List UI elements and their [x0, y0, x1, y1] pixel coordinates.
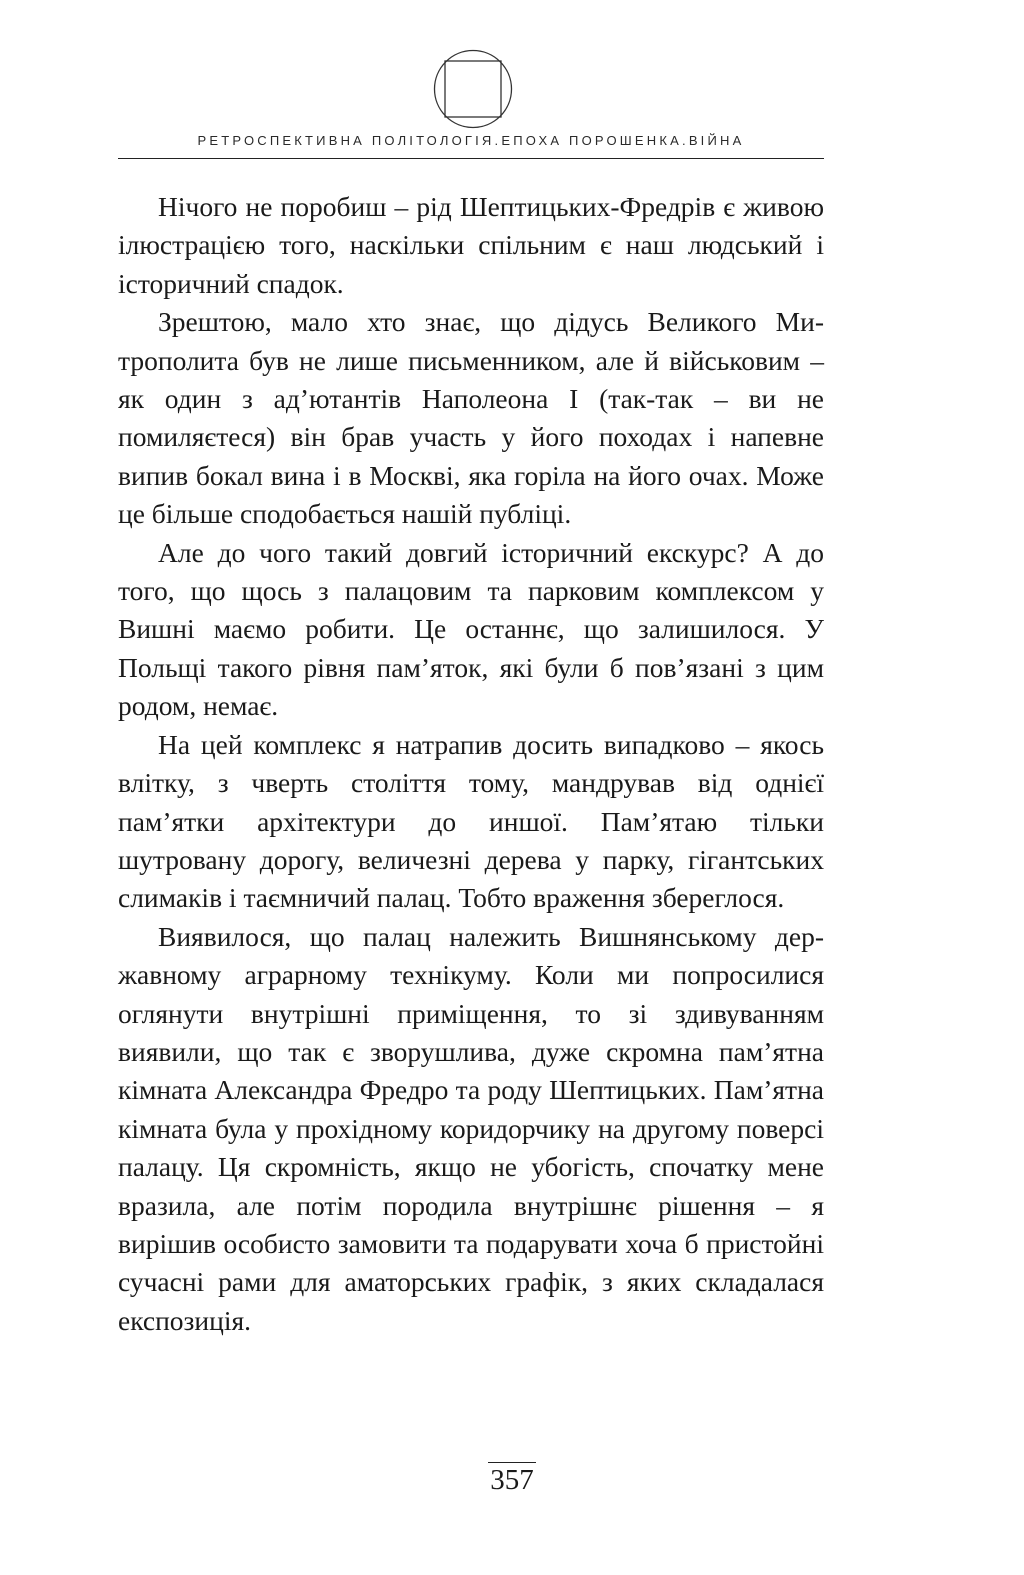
paragraph: Виявилося, що палац належить Вишнянському державному аграрному технікуму. Коли ми попросилися оглянути внутрішні приміщення, то зі здивуванням виявили, що так є зворушлива, дуже скромна пам’ятна кімната Александра Фредро та роду Шептицьких. Пам’ятна кімната була у прохідному коридорчику на другому поверсі палацу. Ця скромність, якщо не убогість, спочатку мене вразила, але потім породила внутрішнє рішення – я вирішив особисто замовити та подарувати хоча б пристойні сучасні рами для аматорських графік, з яких складалася експозиція. — [118, 920, 824, 1336]
circle-square-logo-icon — [432, 48, 514, 130]
body-text — [118, 188, 824, 1340]
paragraph: Зрештою, мало хто знає, що дідусь Великого Митрополита був не лише письменником, але й військовим – як один з ад’ютантів Наполеона І (так-так – ви не помиляєтеся) він брав участь у його походах і напевне випив бокал вина і в Москві, яка горіла на його очах. Може це більше сподобається нашій публіці. — [118, 306, 824, 530]
paragraph: На цей комплекс я натрапив досить випадково – якось влітку, з чверть століття тому, мандрував від однієї пам’ятки архітектури до иншої. Пам’ятаю тільки шутровану дорогу, величезні дерева у парку, гігантських слимаків і таємничий палац. Тобто враження збереглося. — [118, 728, 824, 914]
page-number-label: 357 — [490, 1464, 534, 1496]
paragraph: Нічого не поробиш – рід Шептицьких-Фредрів є живою ілюстрацією того, наскільки спільним є наш людський і історичний спадок. — [118, 191, 824, 299]
paragraph: Але до чого такий довгий історичний екскурс? А до того, що щось з палацовим та парковим комплексом у Вишні маємо робити. Це останнє, що залишилося. У Польщі такого рівня пам’яток, які були б пов’язані з цим родом, немає. — [118, 536, 824, 722]
running-header: РЕТРОСПЕКТИВНА ПОЛІТОЛОГІЯ.ЕПОХА ПОРОШЕНКА.ВІЙНА — [197, 133, 745, 148]
page-number — [0, 1462, 1024, 1497]
header-divider — [118, 158, 824, 159]
